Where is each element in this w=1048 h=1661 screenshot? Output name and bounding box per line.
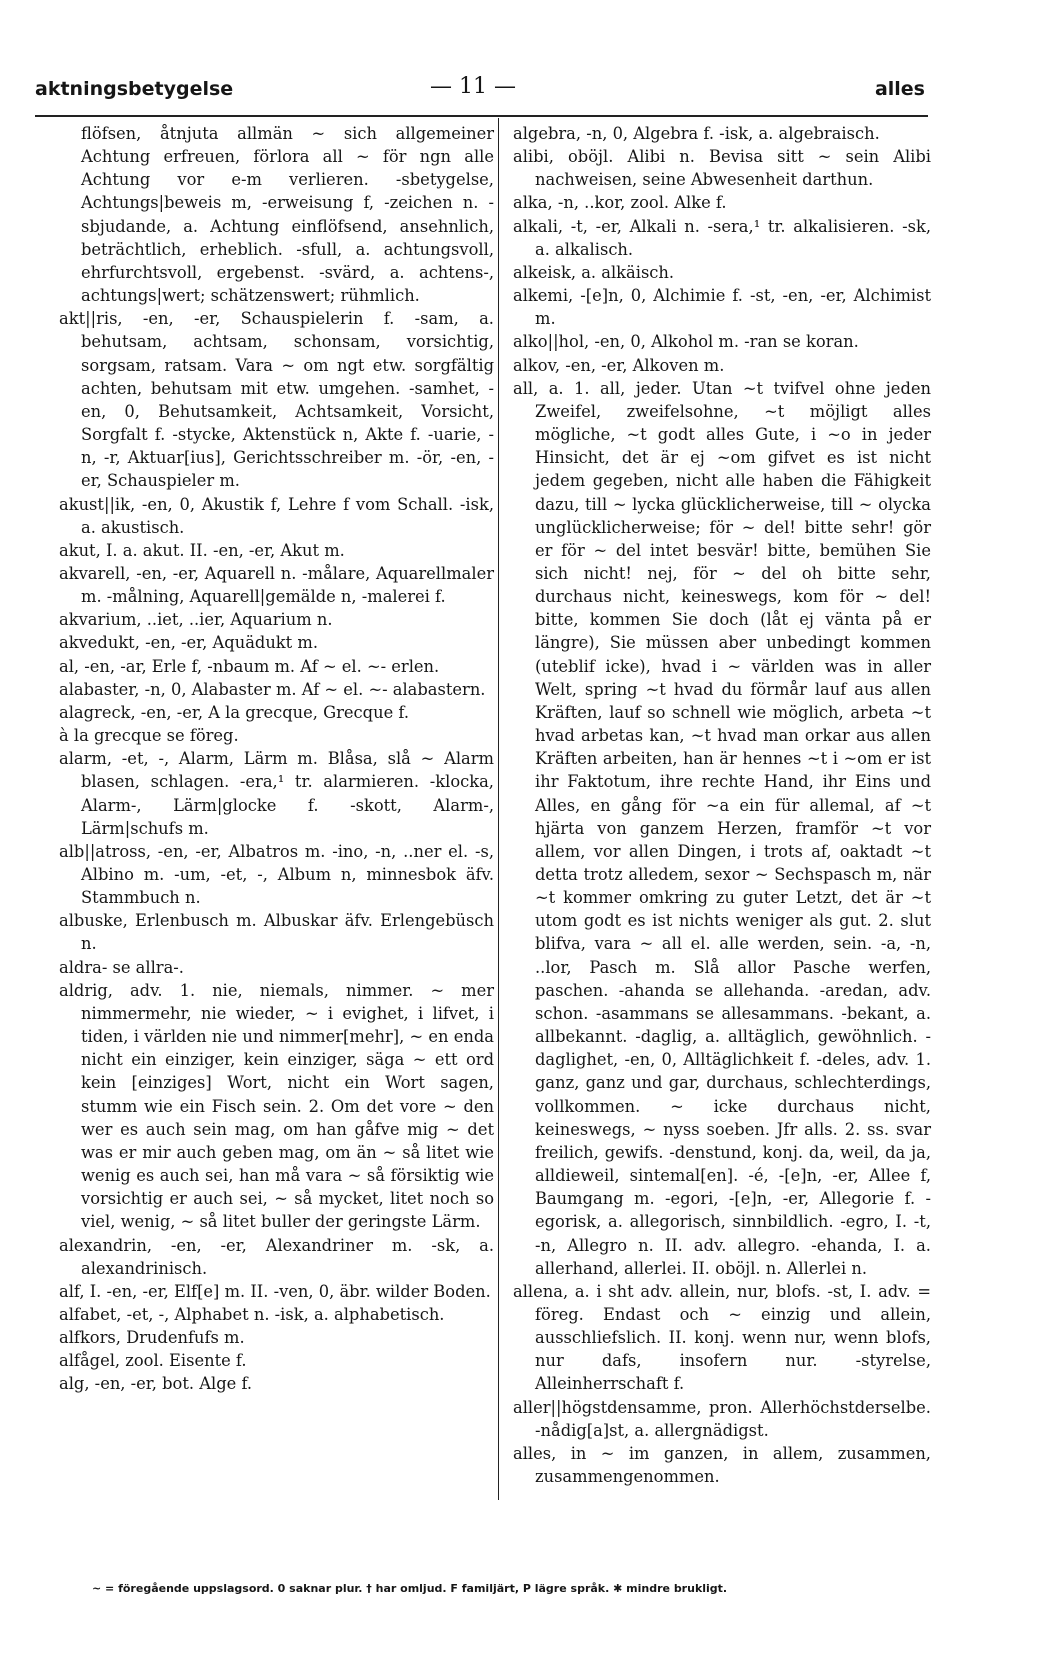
dictionary-entry: akt||ris, -en, -er, Schauspielerin f. -sam, a. behutsam, achtsam, schonsam, vorsichtig, sorgsam, ratsam. Vara ~ om ngt etw. sorgfältig achten, behutsam mit etw. umgehen. -samhet, -en, 0, Behutsamkeit, Achtsamkeit, Vorsicht, Sorgfalt f. -stycke, Aktenstück n, Akte f. -uarie, -n, -r, Aktuar[ius], Gerichtsschreiber m. -ör, -en, -er, Schauspieler m. <box>59 309 494 491</box>
dictionary-entry: aldrig, adv. 1. nie, niemals, nimmer. ~ mer nimmermehr, nie wieder, ~ i evighet, i lifvet, i tiden, i världen nie und nimmer[mehr], ~ en enda nicht ein einziger, kein einziger, säga ~ ett ord kein [einziges] Wort, nicht ein Wort sagen, stumm wie ein Fisch sein. 2. Om det vore ~ den wer es auch sein mag, om han gåfve mig ~ det was er mir auch geben mag, om än ~ så litet wie wenig es auch sei, han må vara ~ så försiktig wie vorsichtig er auch sei, ~ så mycket, litet noch so viel, wenig, ~ så litet buller der geringste Lärm. <box>59 980 494 1232</box>
dictionary-entry: akust||ik, -en, 0, Akustik f, Lehre f vom Schall. -isk, a. akustisch. <box>59 494 494 537</box>
dictionary-entry: alibi, oböjl. Alibi n. Bevisa sitt ~ sein Alibi nachweisen, seine Abwesenheit darthun. <box>513 147 931 190</box>
dictionary-entry: aller||högstdensamme, pron. Allerhöchstderselbe. -nådig[a]st, a. allergnädigst. <box>513 1397 931 1440</box>
dictionary-entry: alkeisk, a. alkäisch. <box>513 262 675 282</box>
abbreviation-legend: ~ = föregående uppslagsord. 0 saknar plur. † har omljud. F familjärt, P lägre språk. ✱ mindre brukligt. <box>92 1582 728 1595</box>
dictionary-entry: flöfsen, åtnjuta allmän ~ sich allgemeiner Achtung erfreuen, förlora all ~ för ngn alle Achtung vor e-m verlieren. -sbetygelse, Achtungs|beweis m, -erweisung f, -zeichen n. -sbjudande, a. Achtung einflöfsend, ansehnlich, beträchtlich, erheblich. -sfull, a. achtungsvoll, ehrfurchtsvoll, ergebenst. -svärd, a. achtens-, achtungs|wert; schätzenswert; rühmlich. <box>81 124 494 306</box>
dictionary-entry: alb||atross, -en, -er, Albatros m. -ino, -n, ..ner el. -s, Albino m. -um, -et, -, Album n, minnesbok äfv. Stammbuch n. <box>59 841 494 908</box>
page-number: — 11 — <box>430 74 516 99</box>
dictionary-entry: alfågel, zool. Eisente f. <box>59 1351 247 1371</box>
dictionary-entry: alkov, -en, -er, Alkoven m. <box>513 355 725 375</box>
dictionary-entry: alfkors, Drudenfufs m. <box>59 1328 245 1348</box>
dictionary-entry: alagreck, -en, -er, A la grecque, Grecque f. <box>59 702 410 722</box>
left-running-headword: aktningsbetygelse <box>35 78 234 100</box>
dictionary-entry: aldra- se allra-. <box>59 957 184 977</box>
dictionary-entry: alabaster, -n, 0, Alabaster m. Af ~ el. ~- alabastern. <box>59 679 486 699</box>
dictionary-entry: akut, I. a. akut. II. -en, -er, Akut m. <box>59 540 345 560</box>
dictionary-entry: alko||hol, -en, 0, Alkohol m. -ran se koran. <box>513 332 859 352</box>
dictionary-entry: alg, -en, -er, bot. Alge f. <box>59 1374 253 1394</box>
dictionary-entry: akvarell, -en, -er, Aquarell n. -målare, Aquarellmaler m. -målning, Aquarell|gemälde n, -malerei f. <box>59 563 494 607</box>
left-column <box>59 122 494 1396</box>
dictionary-entry: à la grecque se föreg. <box>59 726 239 746</box>
dictionary-entry: akvedukt, -en, -er, Aquädukt m. <box>59 633 319 653</box>
right-running-headword: alles <box>874 78 925 100</box>
right-column <box>513 122 931 1488</box>
dictionary-entry: alarm, -et, -, Alarm, Lärm m. Blåsa, slå ~ Alarm blasen, schlagen. -era,¹ tr. alarmieren. -klocka, Alarm-, Lärm|glocke f. -skott, Alarm-, Lärm|schufs m. <box>59 749 494 838</box>
header-rule <box>35 115 928 117</box>
dictionary-entry: alles, in ~ im ganzen, in allem, zusammen, zusammengenommen. <box>513 1443 931 1487</box>
dictionary-entry: all, a. 1. all, jeder. Utan ~t tvifvel ohne jeden Zweifel, zweifelsohne, ~t möjligt alles mögliche, ~t godt alles Gute, i ~o in jeder Hinsicht, det är ej ~om gifvet es ist nicht jedem gegeben, nicht alle haben die Fähigkeit dazu, till ~ lycka glücklicherweise, till ~ olycka unglücklicherweise; för ~ del! bitte sehr! gör er för ~ del intet besvär! bitte, bemühen Sie sich nicht! nej, för ~ del oh bitte sehr, durchaus nicht, keineswegs, kom för ~ del! bitte, kommen Sie doch (låt ej vänta på er längre), Sie müssen aber unbedingt kommen (uteblif icke), hvad i ~ världen was in aller Welt, spring ~t hvad du förmår lauf aus allen Kräften, lauf so schnell wie möglich, arbeta ~t hvad arbetas kan, ~t hvad man orkar aus allen Kräften arbeiten, han är hennes ~t i ~om er ist ihr Faktotum, ihre rechte Hand, ihr Eins und Alles, en gång för ~a ein für allemal, af ~t hjärta von ganzem Herzen, framför ~t vor allem, vor allen Dingen, i trots af, oaktadt ~t detta trotz alledem, sexor ~ Sechspasch m, när ~t kommer omkring zu guter Letzt, det är ~t utom godt es ist nichts weniger als gut. 2. slut blifva, vara ~ all el. alle werden, sein. -a, -n, ..lor, Pasch m. Slå allor Pasche werfen, paschen. -ahanda se allehanda. -aredan, adv. schon. -asammans se allesammans. -bekant, a. allbekannt. -daglig, a. alltäglich, gewöhnlich. -daglighet, -en, 0, Alltäglichkeit f. -deles, adv. 1. ganz, ganz und gar, durchaus, schlechterdings, vollkommen. ~ icke durchaus nicht, keineswegs, ~ nyss soeben. Jfr alls. 2. ss. svar freilich, gewifs. -denstund, konj. da, weil, da ja, alldieweil, sintemal[en]. -é, -[e]n, -er, Allee f, Baumgang m. -egori, -[e]n, -er, Allegorie f. -egorisk, a. allegorisch, sinnbildlich. -egro, I. -t, -n, Allegro n. II. adv. allegro. -ehanda, I. a. allerhand, allerlei. II. oböjl. n. Allerlei n. <box>513 378 931 1278</box>
dictionary-entry: albuske, Erlenbusch m. Albuskar äfv. Erlengebüsch n. <box>59 911 494 954</box>
dictionary-entry: alka, -n, ..kor, zool. Alke f. <box>513 193 727 213</box>
dictionary-entry: allena, a. i sht adv. allein, nur, blofs. -st, I. adv. = föreg. Endast och ~ einzig und allein, ausschliefslich. II. konj. wenn nur, wenn blofs, nur dafs, insofern nur. -styrelse, Alleinherrschaft f. <box>513 1281 931 1394</box>
dictionary-entry: al, -en, -ar, Erle f, -nbaum m. Af ~ el. ~- erlen. <box>59 656 440 676</box>
dictionary-entry: alkemi, -[e]n, 0, Alchimie f. -st, -en, -er, Alchimist m. <box>513 286 931 329</box>
dictionary-entry: algebra, -n, 0, Algebra f. -isk, a. algebraisch. <box>513 124 880 143</box>
page-header <box>0 74 1048 106</box>
dictionary-entry: alkali, -t, -er, Alkali n. -sera,¹ tr. alkalisieren. -sk, a. alkalisch. <box>513 216 931 259</box>
dictionary-entry: akvarium, ..iet, ..ier, Aquarium n. <box>59 610 333 630</box>
dictionary-entry: alfabet, -et, -, Alphabet n. -isk, a. alphabetisch. <box>59 1304 445 1324</box>
dictionary-entry: alexandrin, -en, -er, Alexandriner m. -sk, a. alexandrinisch. <box>59 1235 494 1278</box>
dictionary-entry: alf, I. -en, -er, Elf[e] m. II. -ven, 0, äbr. wilder Boden. <box>59 1281 491 1301</box>
column-divider <box>498 118 499 1500</box>
